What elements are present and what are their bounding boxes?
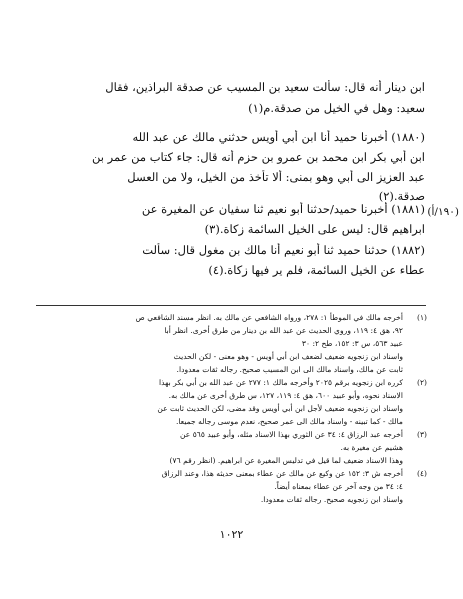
footnote-line: واسناد ابن زنجويه ضعيف لضعف ابن أبي أويس - وهو معنى - لكن الحديث [173,352,403,361]
footnote-number: (٤) [416,469,427,478]
footnote-line: ٤: ٣٤ من وجه آخر عن عطاء بمعناه أيضاً. [274,482,403,491]
footnote-number: (٢) [416,378,427,387]
footnote-line: واسناد ابن زنجويه ضعيف لأجل ابن أبي أويس وقد مضى، لكن الحديث ثابت عن [157,404,403,413]
footnote-line: ثابت عن مالك، واسناد مالك الى ابن المسيب صحيح. رجاله ثقات معدودا. [176,365,403,374]
footnote-divider [36,305,426,306]
main-line: سعيد: وهل في الخيل من صدقة.م(١) [248,101,425,115]
footnote-line: أخرجه عبد الرزاق ٤: ٣٤ عن الثوري بهذا الاسناد مثله، وأبو عبيد ٥٦٥ عن [179,430,403,439]
main-line: صدقة.(٢) [378,189,425,203]
main-line: ابن دينار أنه قال: سألت سعيد بن المسيب عن صدقة البراذين، فقال [105,80,425,94]
footnote-line: أخرجه ش ٣: ١٥٢ عن وكيع عن مالك عن عطاء بمعنى حديثه هذا، وعند الرزاق [161,469,403,478]
footnote-line: هشيم عن مغيرة به. [340,443,403,452]
page-number: ١٠٢٢ [219,528,244,541]
main-line: عبد العزيز الى أبي وهو بمنى: ألا تأخذ من الخيل، ولا من العسل [127,170,425,184]
footnote-number: (١) [416,313,427,322]
main-line: (١٨٨١) أخبرنا حميد/حدثنا أبو نعيم ثنا سفيان عن المغيرة عن [141,202,425,216]
footnote-line: واسناد ابن زنجويه صحيح. رجاله ثقات معدودا. [260,495,403,504]
footnote-line: ٩٢، هق ٤: ١١٩، وروي الحديث عن عبد الله بن دينار من طرق أخرى. انظر أبا [164,326,403,335]
footnote-line: عبيد ٥٦٣، س ٣: ١٥٢، طح ٢: ٣٠ [301,339,403,348]
main-line: (١٨٨٠) أخبرنا حميد أنا ابن أبي أويس حدثني مالك عن عبد الله [132,130,425,144]
footnote-line: وهذا الاسناد ضعيف لما قيل في تدليس المغيرة عن ابراهيم. (انظر رقم ٧٦) [169,456,403,465]
main-line: (١٨٨٢) حدثنا حميد ثنا أبو نعيم أنا مالك بن مغول قال: سألت [142,243,425,257]
footnote-line: كرره ابن زنجويه برقم ٢٠٢٥ وأخرجه مالك ١: ٢٧٧ عن عبد الله بن أبي بكر بهذا [159,378,403,387]
main-line: عطاء عن الخيل السائمة، فلم ير فيها زكاة.(٤) [208,263,425,277]
footnote-line: مالك - كما تبينه - واسناد مالك الى عمر صحيح، نعدم موسى رجاله جميعا. [175,417,403,426]
footnote-line: الاسناد نحوه، وأبو عبيد ٦٠٠، هق ٤: ١١٩، ١٢٧، س طرق أخرى عن مالك به. [168,391,403,400]
main-line: ابراهيم قال: ليس على الخيل السائمة زكاة.(٣) [204,222,425,236]
footnote-line: أخرجه مالك في الموطأ ١: ٢٧٨، ورواه الشافعي عن مالك به. انظر مسند الشافعي ص [135,313,403,322]
main-line: ابن أبي بكر ابن محمد بن عمرو بن حزم أنه قال: جاء كتاب من عمر بن [92,150,425,164]
margin-folio-mark: (١٩٠/أ) [427,206,459,218]
footnote-number: (٣) [416,430,427,439]
